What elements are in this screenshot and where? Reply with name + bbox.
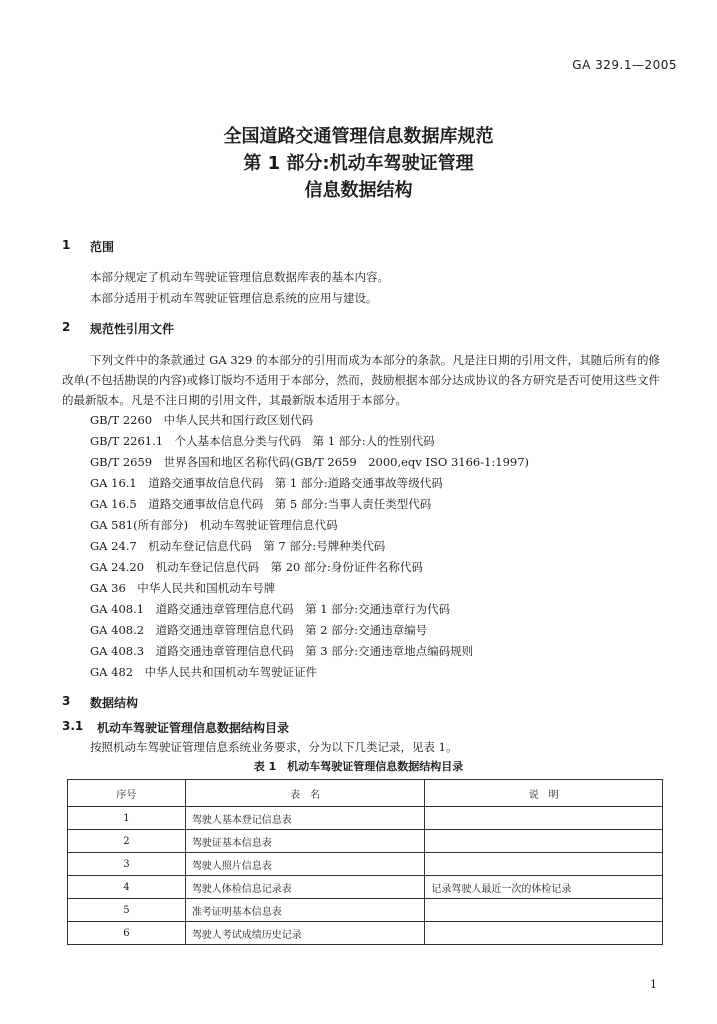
reference-item: GA 16.5 道路交通事故信息代码 第 5 部分:当事人责任类型代码 xyxy=(90,497,432,511)
normative-intro-paragraph: 下列文件中的条款通过 GA 329 的本部分的引用而成为本部分的条款。凡是注日期的引用文件，其随后所有的修改单(不包括勘误的内容)或修订版均不适用于本部分，然而，鼓励根据本部分达成协议的各方研究是否可使用这些文件的最新版本。凡是不注日期的引用文件，其最新版本适用于本部分。 xyxy=(62,353,660,407)
table-header-row xyxy=(68,780,663,807)
reference-item: GA 482 中华人民共和国机动车驾驶证证件 xyxy=(90,665,318,679)
subsection-3-1-heading: 机动车驾驶证管理信息数据结构目录 xyxy=(97,721,290,735)
table-row xyxy=(68,807,663,830)
row-number: 5 xyxy=(68,899,186,922)
table-row xyxy=(68,922,663,945)
scope-paragraph-2: 本部分适用于机动车驾驶证管理信息系统的应用与建设。 xyxy=(90,291,378,305)
section-2-heading: 规范性引用文件 xyxy=(90,322,175,336)
reference-item: GB/T 2659 世界各国和地区名称代码(GB/T 2659 2000,eqv ISO 3166-1:1997) xyxy=(90,455,530,469)
row-description xyxy=(425,853,663,876)
row-number: 1 xyxy=(68,807,186,830)
row-description: 记录驾驶人最近一次的体检记录 xyxy=(425,876,663,899)
row-number: 2 xyxy=(68,830,186,853)
row-description xyxy=(425,922,663,945)
row-description xyxy=(425,807,663,830)
table-row xyxy=(68,830,663,853)
reference-item: GA 24.20 机动车登记信息代码 第 20 部分:身份证件名称代码 xyxy=(90,560,423,574)
row-table-name: 准考证明基本信息表 xyxy=(185,899,425,922)
column-header-number: 序号 xyxy=(68,780,186,807)
row-description xyxy=(425,899,663,922)
reference-item: GA 36 中华人民共和国机动车号牌 xyxy=(90,581,276,595)
reference-item: GA 16.1 道路交通事故信息代码 第 1 部分:道路交通事故等级代码 xyxy=(90,476,443,490)
table-row xyxy=(68,853,663,876)
table-row xyxy=(68,876,663,899)
reference-item: GA 408.3 道路交通违章管理信息代码 第 3 部分:交通违章地点编码规则 xyxy=(90,644,474,658)
reference-item: GA 408.2 道路交通违章管理信息代码 第 2 部分:交通违章编号 xyxy=(90,623,428,637)
reference-item: GA 581(所有部分) 机动车驾驶证管理信息代码 xyxy=(90,518,338,532)
subsection-3-1-text: 按照机动车驾驶证管理信息系统业务要求，分为以下几类记录，见表 1。 xyxy=(90,740,458,754)
document-title-line-2: 第 1 部分:机动车驾驶证管理 xyxy=(243,153,474,174)
section-1-heading: 范围 xyxy=(90,240,115,254)
section-3-number: 3 xyxy=(62,694,71,708)
data-structure-directory-table xyxy=(67,779,663,945)
section-3-heading: 数据结构 xyxy=(90,696,139,710)
row-table-name: 驾驶人体检信息记录表 xyxy=(185,876,425,899)
row-number: 6 xyxy=(68,922,186,945)
table-row xyxy=(68,899,663,922)
scope-paragraph-1: 本部分规定了机动车驾驶证管理信息数据库表的基本内容。 xyxy=(90,270,389,284)
row-table-name: 驾驶证基本信息表 xyxy=(185,830,425,853)
subsection-3-1-number: 3.1 xyxy=(62,719,84,733)
document-title-line-3: 信息数据结构 xyxy=(304,180,413,201)
reference-item: GB/T 2261.1 个人基本信息分类与代码 第 1 部分:人的性别代码 xyxy=(90,434,435,448)
column-header-table-name: 表 名 xyxy=(185,780,425,807)
row-number: 4 xyxy=(68,876,186,899)
reference-item: GB/T 2260 中华人民共和国行政区划代码 xyxy=(90,413,314,427)
row-table-name: 驾驶人考试成绩历史记录 xyxy=(185,922,425,945)
section-1-number: 1 xyxy=(62,238,71,252)
row-number: 3 xyxy=(68,853,186,876)
row-table-name: 驾驶人照片信息表 xyxy=(185,853,425,876)
reference-item: GA 24.7 机动车登记信息代码 第 7 部分:号牌种类代码 xyxy=(90,539,386,553)
column-header-description: 说 明 xyxy=(425,780,663,807)
standard-code: GA 329.1—2005 xyxy=(572,58,677,72)
row-description xyxy=(425,830,663,853)
page-number: 1 xyxy=(650,978,657,991)
reference-item: GA 408.1 道路交通违章管理信息代码 第 1 部分:交通违章行为代码 xyxy=(90,602,451,616)
table-caption: 表 1 机动车驾驶证管理信息数据结构目录 xyxy=(253,760,464,773)
row-table-name: 驾驶人基本登记信息表 xyxy=(185,807,425,830)
document-title-line-1: 全国道路交通管理信息数据库规范 xyxy=(223,126,494,147)
section-2-number: 2 xyxy=(62,320,71,334)
